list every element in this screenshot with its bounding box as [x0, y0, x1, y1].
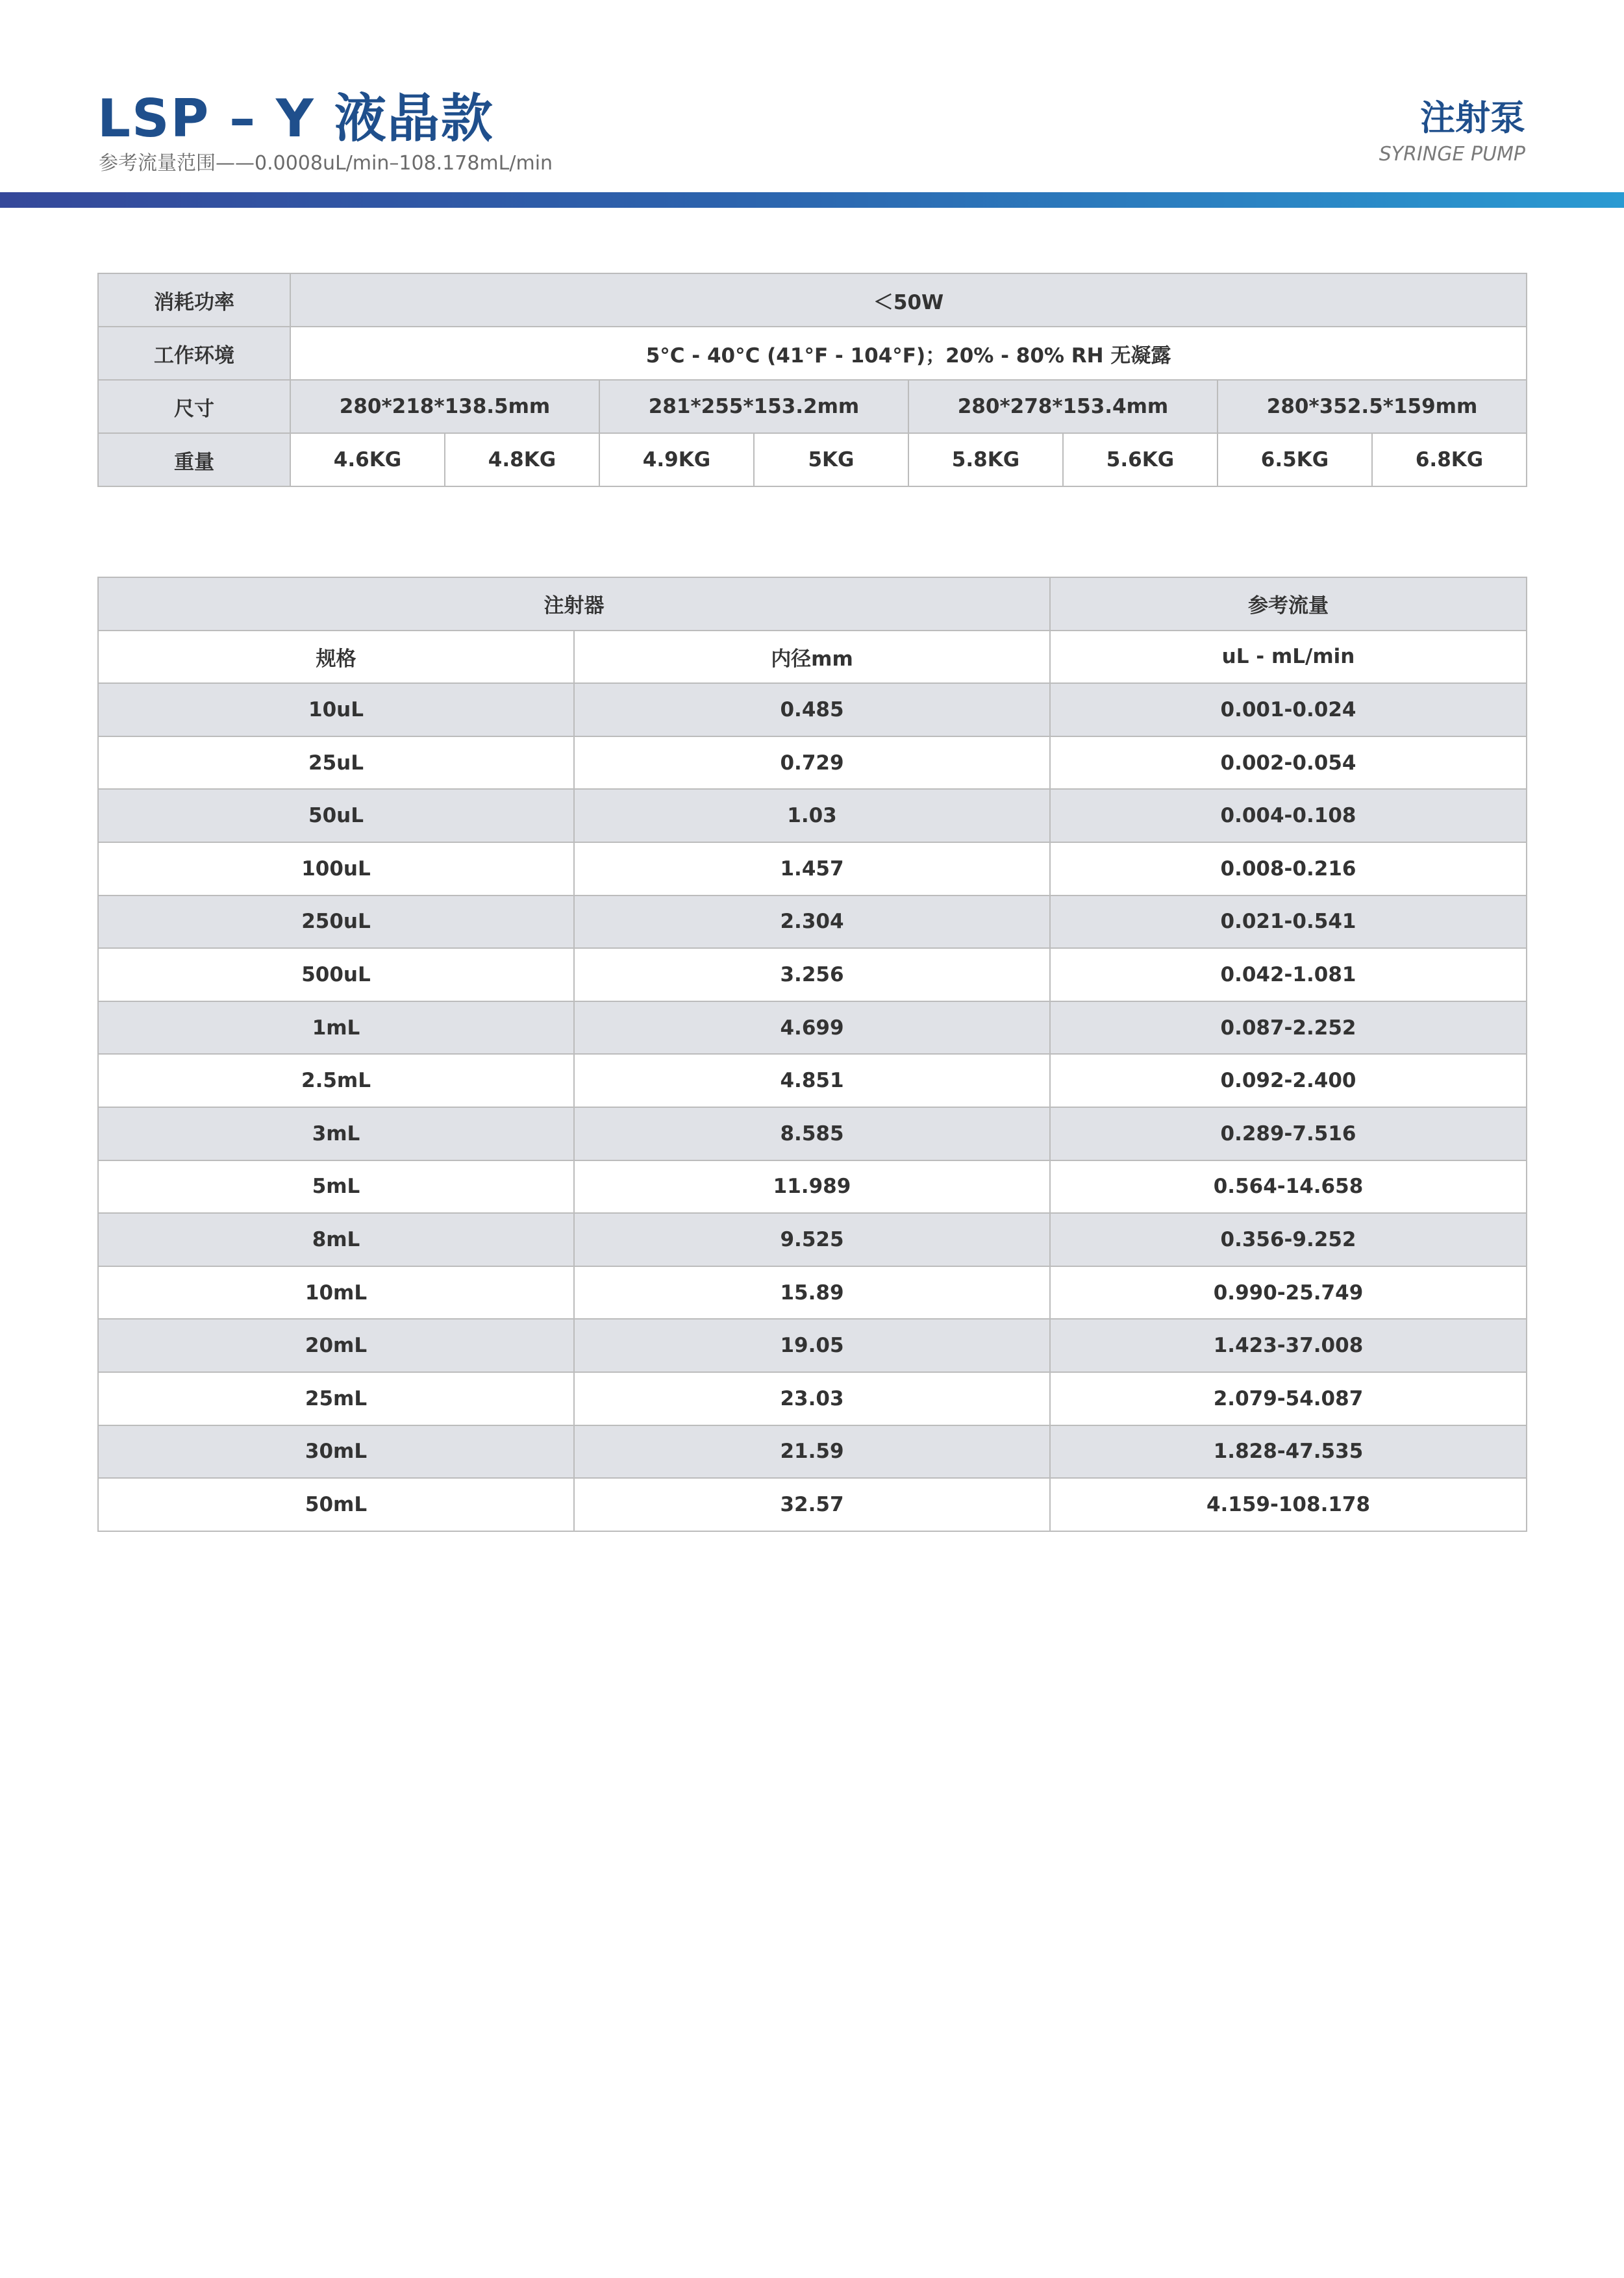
syringe-size-cell: 2.5mL: [98, 1054, 574, 1107]
flow-range-cell: 1.828-47.535: [1050, 1425, 1527, 1479]
inner-diameter-cell: 4.851: [574, 1054, 1050, 1107]
spec-value-size: 281*255*153.2mm: [599, 380, 908, 433]
spec-row-power: [98, 273, 1527, 327]
spec-value-weight: 5KG: [754, 433, 908, 486]
product-category: 注射泵: [1420, 97, 1525, 138]
flow-range-cell: 0.990-25.749: [1050, 1266, 1527, 1320]
table-row: [98, 1372, 1527, 1425]
syringe-size-cell: 100uL: [98, 842, 574, 895]
flow-range-cell: 0.087-2.252: [1050, 1001, 1527, 1055]
spec-value-size: 280*352.5*159mm: [1218, 380, 1527, 433]
header-gradient-band: [0, 192, 1624, 208]
inner-diameter-cell: 0.485: [574, 683, 1050, 736]
flow-range-cell: 4.159-108.178: [1050, 1478, 1527, 1531]
table-row: [98, 683, 1527, 736]
inner-diameter-cell: 8.585: [574, 1107, 1050, 1160]
spec-value-weight: 5.8KG: [908, 433, 1063, 486]
table-row: [98, 1478, 1527, 1531]
spec-value-size: 280*278*153.4mm: [908, 380, 1218, 433]
table-row: [98, 1213, 1527, 1266]
syringe-size-cell: 25mL: [98, 1372, 574, 1425]
inner-diameter-cell: 23.03: [574, 1372, 1050, 1425]
spec-label-weight: 重量: [98, 433, 290, 486]
spec-value-weight: 5.6KG: [1063, 433, 1218, 486]
syringe-size-cell: 25uL: [98, 736, 574, 790]
syringe-size-cell: 50mL: [98, 1478, 574, 1531]
syringe-group-header: 注射器: [98, 577, 1050, 631]
product-category-en: SYRINGE PUMP: [1379, 143, 1525, 166]
spec-value-power: ＜50W: [290, 273, 1527, 327]
spec-table: [97, 273, 1527, 487]
table-row: [98, 1425, 1527, 1479]
inner-diameter-cell: 1.457: [574, 842, 1050, 895]
syringe-flow-table: [97, 577, 1527, 1532]
table-row: [98, 736, 1527, 790]
spec-value-weight: 4.6KG: [290, 433, 445, 486]
inner-diameter-cell: 0.729: [574, 736, 1050, 790]
table-row: [98, 789, 1527, 842]
flow-range-cell: 0.001-0.024: [1050, 683, 1527, 736]
flow-range-cell: 0.564-14.658: [1050, 1160, 1527, 1214]
flow-range-cell: 0.004-0.108: [1050, 789, 1527, 842]
spec-value-environment: 5°C - 40°C (41°F - 104°F)；20% - 80% RH 无凝露: [290, 327, 1527, 380]
flow-range-cell: 1.423-37.008: [1050, 1319, 1527, 1372]
inner-diameter-cell: 3.256: [574, 948, 1050, 1001]
spec-value-weight: 4.8KG: [445, 433, 599, 486]
inner-diameter-cell: 32.57: [574, 1478, 1050, 1531]
spec-value-weight: 6.8KG: [1372, 433, 1527, 486]
syringe-size-cell: 500uL: [98, 948, 574, 1001]
column-header-flow-range: uL - mL/min: [1050, 631, 1527, 684]
spec-row-environment: [98, 327, 1527, 380]
inner-diameter-cell: 9.525: [574, 1213, 1050, 1266]
inner-diameter-cell: 11.989: [574, 1160, 1050, 1214]
table-row: [98, 1001, 1527, 1055]
spec-row-weight: [98, 433, 1527, 486]
flow-range-cell: 2.079-54.087: [1050, 1372, 1527, 1425]
spec-value-weight: 4.9KG: [599, 433, 754, 486]
column-header-inner-diameter: 内径mm: [574, 631, 1050, 684]
spec-value-weight: 6.5KG: [1218, 433, 1372, 486]
table-row: [98, 1266, 1527, 1320]
inner-diameter-cell: 19.05: [574, 1319, 1050, 1372]
flow-range-cell: 0.092-2.400: [1050, 1054, 1527, 1107]
spec-row-size: [98, 380, 1527, 433]
syringe-size-cell: 3mL: [98, 1107, 574, 1160]
syringe-size-cell: 1mL: [98, 1001, 574, 1055]
flow-range-subtitle: 参考流量范围——0.0008uL/min–108.178mL/min: [99, 152, 553, 175]
table-row: [98, 1107, 1527, 1160]
flow-range-cell: 0.002-0.054: [1050, 736, 1527, 790]
inner-diameter-cell: 15.89: [574, 1266, 1050, 1320]
spec-label-size: 尺寸: [98, 380, 290, 433]
syringe-size-cell: 20mL: [98, 1319, 574, 1372]
spec-label-environment: 工作环境: [98, 327, 290, 380]
table-row: [98, 1160, 1527, 1214]
column-header-size: 规格: [98, 631, 574, 684]
flow-range-cell: 0.042-1.081: [1050, 948, 1527, 1001]
flow-range-cell: 0.008-0.216: [1050, 842, 1527, 895]
syringe-size-cell: 5mL: [98, 1160, 574, 1214]
syringe-size-cell: 8mL: [98, 1213, 574, 1266]
spec-label-power: 消耗功率: [98, 273, 290, 327]
flow-table-column-headers: [98, 631, 1527, 684]
spec-value-size: 280*218*138.5mm: [290, 380, 599, 433]
flow-table-group-header: [98, 577, 1527, 631]
table-row: [98, 1319, 1527, 1372]
table-row: [98, 948, 1527, 1001]
table-row: [98, 842, 1527, 895]
flow-range-cell: 0.289-7.516: [1050, 1107, 1527, 1160]
reference-flow-group-header: 参考流量: [1050, 577, 1527, 631]
syringe-size-cell: 250uL: [98, 895, 574, 949]
flow-range-cell: 0.356-9.252: [1050, 1213, 1527, 1266]
inner-diameter-cell: 4.699: [574, 1001, 1050, 1055]
flow-range-cell: 0.021-0.541: [1050, 895, 1527, 949]
inner-diameter-cell: 21.59: [574, 1425, 1050, 1479]
table-row: [98, 1054, 1527, 1107]
syringe-size-cell: 10mL: [98, 1266, 574, 1320]
syringe-size-cell: 10uL: [98, 683, 574, 736]
inner-diameter-cell: 1.03: [574, 789, 1050, 842]
syringe-size-cell: 50uL: [98, 789, 574, 842]
syringe-size-cell: 30mL: [98, 1425, 574, 1479]
table-row: [98, 895, 1527, 949]
page-title: LSP – Y 液晶款: [97, 88, 494, 149]
inner-diameter-cell: 2.304: [574, 895, 1050, 949]
